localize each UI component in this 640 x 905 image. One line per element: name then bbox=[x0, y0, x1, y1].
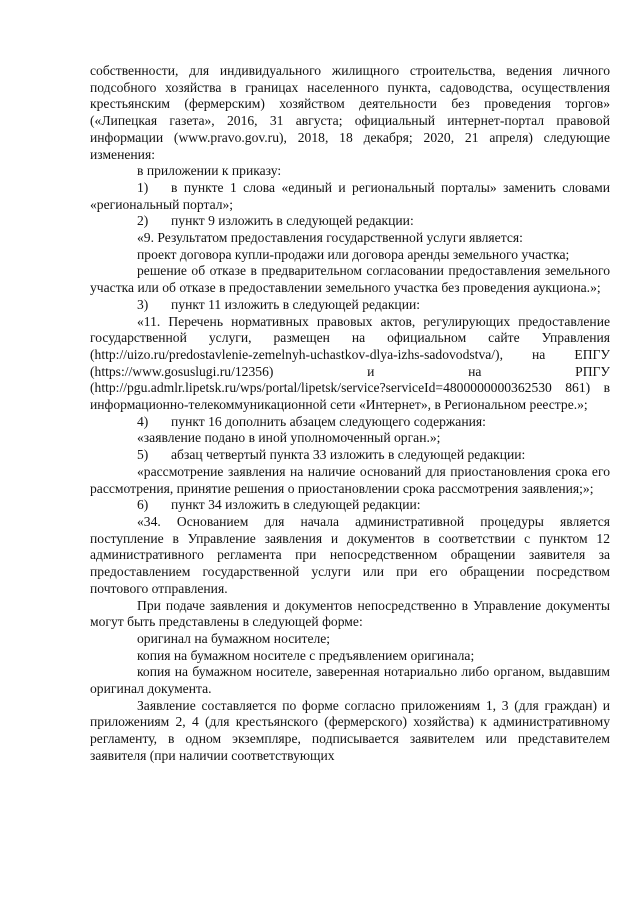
list-item-number: 4) bbox=[137, 413, 149, 429]
paragraph bbox=[90, 648, 610, 665]
list-item-number: 6) bbox=[137, 497, 149, 513]
paragraph-text: копия на бумажном носителе с предъявлением оригинала; bbox=[137, 647, 475, 663]
paragraph bbox=[90, 514, 610, 598]
paragraph-text: пункт 34 изложить в следующей редакции: bbox=[171, 497, 421, 513]
paragraph-text: «9. Результатом предоставления государственной услуги является: bbox=[137, 230, 523, 246]
paragraph bbox=[90, 598, 610, 631]
list-item-number: 2) bbox=[137, 213, 149, 229]
paragraph bbox=[90, 247, 610, 264]
paragraph bbox=[90, 631, 610, 648]
document-page bbox=[90, 63, 610, 765]
paragraph-text: в приложении к приказу: bbox=[137, 163, 282, 179]
list-item-number: 5) bbox=[137, 447, 149, 463]
paragraph-text: абзац четвертый пункта 33 изложить в следующей редакции: bbox=[171, 447, 526, 463]
list-item bbox=[90, 447, 610, 464]
paragraph-text: пункт 9 изложить в следующей редакции: bbox=[171, 213, 414, 229]
list-item bbox=[90, 414, 610, 431]
paragraph-text: проект договора купли-продажи или договора аренды земельного участка; bbox=[137, 246, 570, 262]
paragraph-text: «рассмотрение заявления на наличие оснований для приостановления срока его рассмотрения, принятие решения о приостановлении срока рассмотрения заявления;»; bbox=[90, 463, 610, 496]
paragraph-text: пункт 11 изложить в следующей редакции: bbox=[171, 296, 421, 312]
paragraph bbox=[90, 230, 610, 247]
list-item-number: 1) bbox=[137, 179, 149, 195]
list-item bbox=[90, 180, 610, 213]
paragraph-text: пункт 16 дополнить абзацем следующего содержания: bbox=[171, 413, 486, 429]
paragraph bbox=[90, 664, 610, 697]
paragraph-text: «11. Перечень нормативных правовых актов, регулирующих предоставление государственной услуги, размещен на официальном сайте Управления (http://uizo.ru/predostavlenie-zemelnyh-uchastkov-dlya-izhs-sadovodstva/), на ЕПГУ (https://www.gosuslugi.ru/12356) и на РПГУ (http://pgu.admlr.lipetsk.ru/wps/portal/lipetsk/service?serviceId=4800000000362530 861) в информационно-телекоммуникационной сети «Интернет», в Региональном реестре.»; bbox=[90, 313, 610, 413]
paragraph-text: оригинал на бумажном носителе; bbox=[137, 630, 331, 646]
paragraph-text: в пункте 1 слова «единый и региональный порталы» заменить словами «региональный портал»; bbox=[90, 179, 610, 212]
paragraph bbox=[90, 314, 610, 414]
list-item bbox=[90, 213, 610, 230]
paragraph bbox=[90, 163, 610, 180]
paragraph-text: Заявление составляется по форме согласно приложениям 1, 3 (для граждан) и приложениям 2, 4 (для крестьянского (фермерского) хозяйства) к административному регламенту, в одном экземпляре, подписывается заявителем или представителем заявителя (при наличии соответствующих bbox=[90, 697, 610, 763]
paragraph-text: собственности, для индивидуального жилищного строительства, ведения личного подсобного хозяйства в границах населенного пункта, садоводства, осуществления крестьянским (фермерским) хозяйством деятельности без проведения торгов» («Липецкая газета», 2016, 31 августа; официальный интернет-портал правовой информации (www.pravo.gov.ru), 2018, 18 декабря; 2020, 21 апреля) следующие изменения: bbox=[90, 63, 610, 162]
paragraph bbox=[90, 63, 610, 163]
list-item bbox=[90, 297, 610, 314]
paragraph bbox=[90, 430, 610, 447]
paragraph bbox=[90, 698, 610, 765]
paragraph-text: При подаче заявления и документов непосредственно в Управление документы могут быть представлены в следующей форме: bbox=[90, 597, 610, 630]
list-item bbox=[90, 497, 610, 514]
paragraph-text: решение об отказе в предварительном согласовании предоставления земельного участка или об отказе в предоставлении земельного участка без проведения аукциона.»; bbox=[90, 263, 610, 296]
paragraph bbox=[90, 464, 610, 497]
list-item-number: 3) bbox=[137, 296, 149, 312]
paragraph bbox=[90, 263, 610, 296]
paragraph-text: «34. Основанием для начала административной процедуры является поступление в Управление заявления и документов в соответствии с пунктом 12 административного регламента при непосредственном обращении заявителя за предоставлением государственной услуги или при его обращении посредством почтового отправления. bbox=[90, 513, 610, 596]
paragraph-text: копия на бумажном носителе, заверенная нотариально либо органом, выдавшим оригинал документа. bbox=[90, 664, 610, 697]
paragraph-text: «заявление подано в иной уполномоченный орган.»; bbox=[137, 430, 441, 446]
